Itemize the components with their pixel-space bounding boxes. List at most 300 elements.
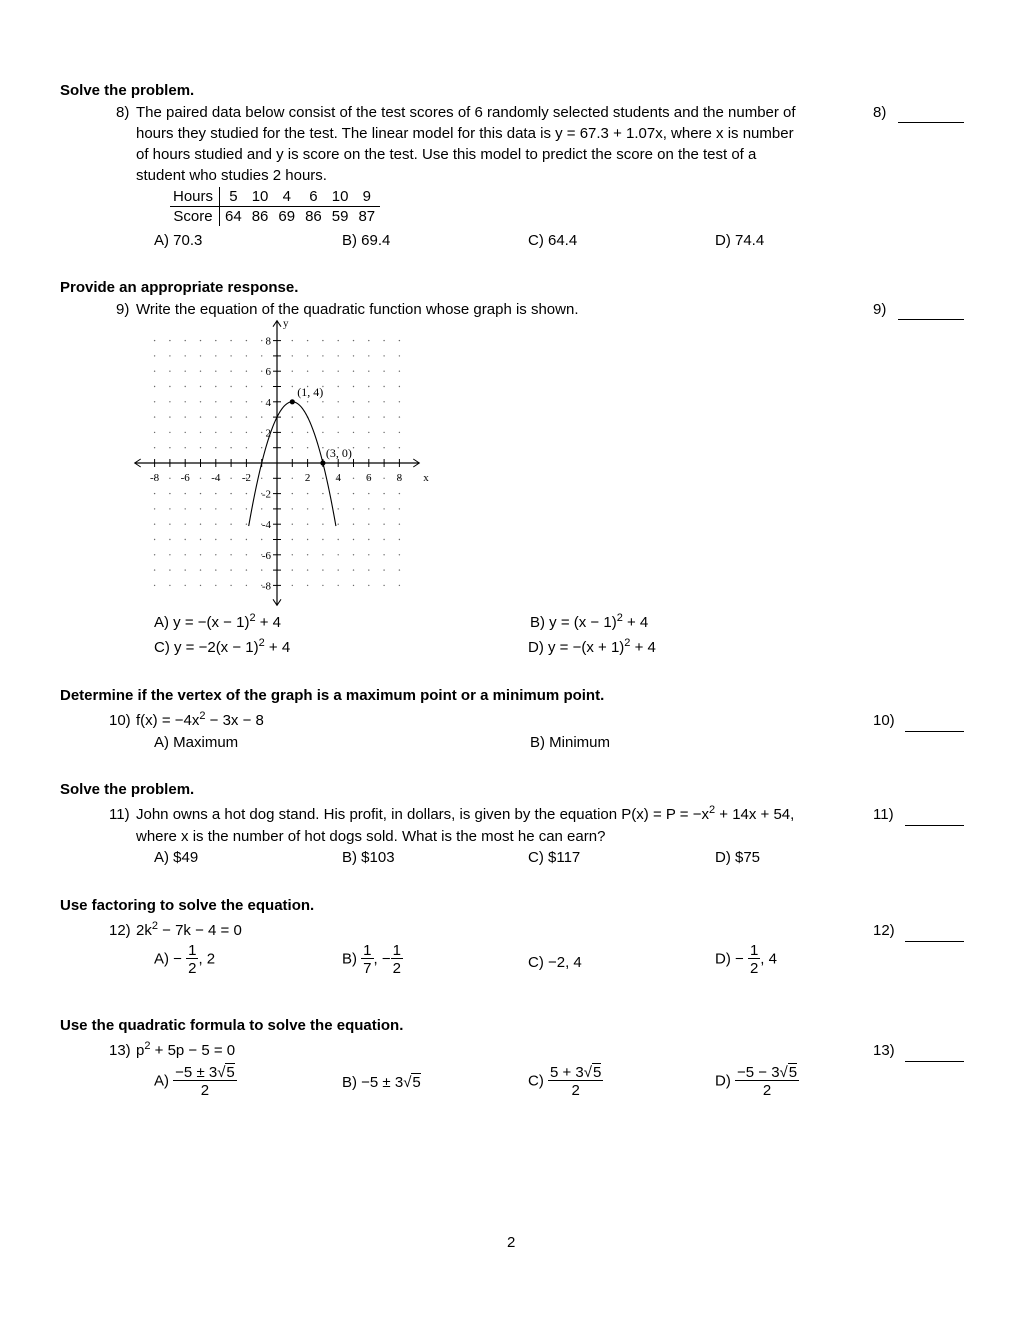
grid-dot: [261, 569, 262, 570]
grid-dot: [200, 386, 201, 387]
grid-dot: [353, 340, 354, 341]
grid-dot: [215, 508, 216, 509]
grid-dot: [169, 539, 170, 540]
choice-b[interactable]: B) $y = (x - 1)^2 + 4$: [530, 612, 649, 631]
grid-dot: [169, 447, 170, 448]
grid-dot: [154, 416, 155, 417]
grid-dot: [399, 340, 400, 341]
root-label: (3, 0): [325, 446, 352, 460]
grid-dot: [307, 554, 308, 555]
grid-dot: [261, 539, 262, 540]
grid-dot: [322, 478, 323, 479]
grid-dot: [154, 447, 155, 448]
grid-dot: [185, 447, 186, 448]
grid-dot: [307, 340, 308, 341]
grid-dot: [154, 371, 155, 372]
parabola-graph: [125, 318, 435, 610]
grid-dot: [383, 478, 384, 479]
grid-dot: [246, 585, 247, 586]
grid-dot: [399, 554, 400, 555]
grid-dot: [292, 340, 293, 341]
grid-dot: [353, 386, 354, 387]
choice-c[interactable]: C) −2, 4: [528, 954, 582, 971]
grid-dot: [368, 401, 369, 402]
grid-dot: [261, 386, 262, 387]
grid-dot: [338, 569, 339, 570]
grid-dot: [399, 493, 400, 494]
grid-dot: [185, 340, 186, 341]
grid-dot: [261, 340, 262, 341]
grid-dot: [322, 539, 323, 540]
grid-dot: [200, 554, 201, 555]
answer-blank[interactable]: [905, 941, 964, 942]
grid-dot: [185, 493, 186, 494]
grid-dot: [230, 508, 231, 509]
y-tick-label: -6: [261, 549, 271, 562]
question-text-line: John owns a hot dog stand. His profit, in dollars, is given by the equation $P(x) = P = -x^2 + 14x + 54$,: [136, 804, 795, 823]
grid-dot: [368, 508, 369, 509]
question-text-line: where x is the number of hot dogs sold. What is the most he can earn?: [136, 828, 606, 845]
grid-dot: [292, 524, 293, 525]
grid-dot: [200, 524, 201, 525]
grid-dot: [215, 416, 216, 417]
grid-dot: [154, 524, 155, 525]
choice-a[interactable]: A) $49: [154, 849, 199, 866]
grid-dot: [230, 371, 231, 372]
grid-dot: [338, 371, 339, 372]
grid-dot: [368, 355, 369, 356]
grid-dot: [185, 539, 186, 540]
grid-dot: [322, 508, 323, 509]
grid-dot: [169, 554, 170, 555]
table-row-label: Hours: [170, 187, 220, 207]
table-cell: 10: [327, 187, 354, 207]
question-equation: $f(x) = -4x^2 - 3x - 8$: [136, 710, 264, 729]
grid-dot: [383, 508, 384, 509]
grid-dot: [185, 569, 186, 570]
grid-dot: [307, 524, 308, 525]
grid-dot: [353, 493, 354, 494]
grid-dot: [261, 401, 262, 402]
grid-dot: [169, 386, 170, 387]
grid-dot: [322, 493, 323, 494]
fraction: $\frac{1}{2}$: [188, 942, 197, 977]
grid-dot: [338, 386, 339, 387]
grid-dot: [368, 493, 369, 494]
data-table: [170, 187, 380, 226]
grid-dot: [307, 569, 308, 570]
grid-dot: [246, 416, 247, 417]
grid-dot: [399, 355, 400, 356]
grid-dot: [215, 447, 216, 448]
grid-dot: [185, 554, 186, 555]
grid-dot: [292, 386, 293, 387]
choice-c[interactable]: C) $y = -2(x - 1)^2 + 4$: [154, 637, 291, 656]
grid-dot: [307, 508, 308, 509]
grid-dot: [353, 371, 354, 372]
grid-dot: [185, 524, 186, 525]
grid-dot: [353, 585, 354, 586]
grid-dot: [169, 340, 170, 341]
grid-dot: [200, 585, 201, 586]
grid-dot: [169, 432, 170, 433]
grid-dot: [215, 401, 216, 402]
grid-dot: [169, 416, 170, 417]
answer-label: 12): [873, 922, 895, 939]
grid-dot: [307, 447, 308, 448]
grid-dot: [230, 585, 231, 586]
grid-dot: [169, 371, 170, 372]
grid-dot: [383, 355, 384, 356]
grid-dot: [353, 355, 354, 356]
grid-dot: [383, 569, 384, 570]
question-text-line: student who studies 2 hours.: [136, 167, 327, 184]
choice-d[interactable]: D) $\frac{-5 - 3√5}{2}$: [715, 1064, 798, 1099]
grid-dot: [338, 539, 339, 540]
choice-d[interactable]: D) − $\frac{1}{2}$ , 4: [715, 942, 777, 977]
answer-blank[interactable]: [905, 1061, 964, 1062]
grid-dot: [399, 539, 400, 540]
grid-dot: [230, 447, 231, 448]
grid-dot: [200, 508, 201, 509]
choice-d[interactable]: D) 74.4: [715, 232, 765, 249]
grid-dot: [292, 508, 293, 509]
choice-b[interactable]: B) $\frac{1}{7}$ , − $\frac{1}{2}$: [342, 942, 401, 977]
question-number: 12): [109, 922, 131, 939]
grid-dot: [215, 569, 216, 570]
fraction: $\frac{5 + 3√5}{2}$: [550, 1064, 602, 1099]
y-tick-label: 6: [265, 366, 271, 379]
grid-dot: [399, 508, 400, 509]
grid-dot: [246, 554, 247, 555]
grid-dot: [353, 569, 354, 570]
grid-dot: [200, 401, 201, 402]
y-tick-label: 2: [265, 427, 271, 440]
choice-d[interactable]: D) $y = -(x + 1)^2 + 4$: [528, 637, 656, 656]
grid-dot: [338, 355, 339, 356]
table-cell: 59: [331, 208, 349, 225]
grid-dot: [383, 524, 384, 525]
grid-dot: [338, 554, 339, 555]
sqrt-symbol: √5: [403, 1074, 421, 1091]
grid-dot: [368, 447, 369, 448]
grid-dot: [154, 554, 155, 555]
x-tick-label: -2: [241, 472, 251, 484]
grid-dot: [292, 569, 293, 570]
grid-dot: [368, 569, 369, 570]
table-cell: 69: [278, 208, 296, 225]
section-heading: Use factoring to solve the equation.: [60, 897, 315, 914]
grid-dot: [200, 371, 201, 372]
grid-dot: [353, 554, 354, 555]
grid-dot: [322, 401, 323, 402]
grid-dot: [322, 569, 323, 570]
grid-dot: [399, 371, 400, 372]
grid-dot: [383, 539, 384, 540]
grid-dot: [368, 340, 369, 341]
section-heading: Solve the problem.: [60, 82, 195, 99]
fraction: $\frac{-5 \pm 3√5}{2}$: [175, 1064, 235, 1099]
grid-dot: [368, 524, 369, 525]
grid-dot: [215, 386, 216, 387]
grid-dot: [322, 340, 323, 341]
grid-dot: [246, 355, 247, 356]
fraction: $\frac{-5 - 3√5}{2}$: [737, 1064, 798, 1099]
grid-dot: [383, 447, 384, 448]
table-cell: 4: [273, 187, 300, 207]
grid-dot: [322, 371, 323, 372]
grid-dot: [185, 386, 186, 387]
grid-dot: [261, 355, 262, 356]
grid-dot: [246, 340, 247, 341]
grid-dot: [322, 355, 323, 356]
grid-dot: [215, 493, 216, 494]
grid-dot: [399, 569, 400, 570]
grid-dot: [154, 493, 155, 494]
grid-dot: [261, 508, 262, 509]
question-equation: $p^2 + 5p - 5 = 0$: [136, 1040, 236, 1059]
choice-a[interactable]: A) $y = -(x - 1)^2 + 4$: [154, 612, 282, 631]
grid-dot: [399, 432, 400, 433]
x-tick-label: 4: [335, 472, 341, 484]
grid-dot: [230, 539, 231, 540]
grid-dot: [215, 539, 216, 540]
grid-dot: [169, 401, 170, 402]
grid-dot: [383, 493, 384, 494]
grid-dot: [230, 569, 231, 570]
grid-dot: [230, 355, 231, 356]
fraction: $\frac{1}{2}$: [392, 942, 401, 977]
grid-dot: [292, 539, 293, 540]
choice-a[interactable]: A) − $\frac{1}{2}$ , 2: [154, 942, 216, 977]
grid-dot: [185, 371, 186, 372]
grid-dot: [261, 432, 262, 433]
grid-dot: [246, 386, 247, 387]
grid-dot: [322, 554, 323, 555]
grid-dot: [200, 493, 201, 494]
choice-b[interactable]: B) −5 ± 3√5: [342, 1074, 421, 1091]
grid-dot: [307, 432, 308, 433]
y-axis-label: y: [283, 318, 289, 330]
grid-dot: [292, 371, 293, 372]
grid-dot: [154, 569, 155, 570]
grid-dot: [383, 554, 384, 555]
y-tick-label: -8: [261, 580, 271, 593]
answer-label: 13): [873, 1042, 895, 1059]
grid-dot: [292, 554, 293, 555]
grid-dot: [338, 493, 339, 494]
grid-dot: [353, 401, 354, 402]
grid-dot: [230, 554, 231, 555]
grid-dot: [185, 585, 186, 586]
question-text-line: hours they studied for the test. The linear model for this data is y = 67.3 + 1.07x, where x is number: [136, 125, 794, 142]
grid-dot: [215, 554, 216, 555]
grid-dot: [307, 539, 308, 540]
section-heading: Use the quadratic formula to solve the equation.: [60, 1017, 404, 1034]
grid-dot: [307, 355, 308, 356]
grid-dot: [230, 416, 231, 417]
grid-dot: [200, 478, 201, 479]
grid-dot: [338, 585, 339, 586]
answer-label: 10): [873, 712, 895, 729]
grid-dot: [338, 508, 339, 509]
y-tick-label: -4: [261, 519, 271, 532]
grid-dot: [200, 355, 201, 356]
x-tick-label: 6: [366, 472, 372, 484]
choice-b[interactable]: B) $103: [342, 849, 395, 866]
grid-dot: [154, 401, 155, 402]
grid-dot: [246, 569, 247, 570]
grid-dot: [169, 569, 170, 570]
grid-dot: [200, 569, 201, 570]
grid-dot: [353, 447, 354, 448]
grid-dot: [246, 524, 247, 525]
grid-dot: [154, 386, 155, 387]
x-axis-label: x: [423, 472, 429, 484]
choice-d[interactable]: D) $75: [715, 849, 761, 866]
grid-dot: [292, 416, 293, 417]
grid-dot: [261, 416, 262, 417]
grid-dot: [154, 508, 155, 509]
grid-dot: [338, 340, 339, 341]
question-number: 13): [109, 1042, 131, 1059]
grid-dot: [230, 432, 231, 433]
answer-label: 8): [873, 104, 887, 121]
question-text-line: The paired data below consist of the test scores of 6 randomly selected students and the number of: [136, 104, 796, 121]
choice-c[interactable]: C) $\frac{5 + 3√5}{2}$: [528, 1064, 602, 1099]
grid-dot: [261, 447, 262, 448]
choice-a[interactable]: A) Maximum: [154, 734, 239, 751]
grid-dot: [200, 340, 201, 341]
grid-dot: [215, 432, 216, 433]
grid-dot: [353, 539, 354, 540]
x-tick-label: 2: [304, 472, 311, 484]
grid-dot: [399, 386, 400, 387]
grid-dot: [322, 416, 323, 417]
grid-dot: [169, 493, 170, 494]
grid-dot: [154, 432, 155, 433]
table-cell: 5: [220, 187, 247, 207]
grid-dot: [169, 508, 170, 509]
sqrt-symbol: √5: [583, 1064, 602, 1081]
grid-dot: [230, 401, 231, 402]
grid-dot: [322, 524, 323, 525]
fraction: $\frac{1}{2}$: [749, 942, 759, 977]
axes: [135, 321, 420, 606]
grid-dot: [322, 585, 323, 586]
answer-blank[interactable]: [905, 825, 964, 826]
grid-dot: [185, 432, 186, 433]
choice-a[interactable]: A) 70.3: [154, 232, 203, 249]
grid-dot: [215, 371, 216, 372]
sqrt-symbol: √5: [779, 1064, 798, 1081]
choice-c[interactable]: C) 64.4: [528, 232, 578, 249]
question-number: 9): [116, 301, 130, 318]
grid-dot: [338, 416, 339, 417]
grid-dot: [383, 432, 384, 433]
grid-dot: [368, 585, 369, 586]
choice-c[interactable]: C) $117: [528, 849, 581, 866]
table-cell: 87: [358, 208, 376, 225]
grid-dot: [246, 539, 247, 540]
grid-dot: [292, 478, 293, 479]
grid-dot: [246, 401, 247, 402]
grid-dot: [154, 539, 155, 540]
grid-dot: [292, 585, 293, 586]
grid-dot: [261, 371, 262, 372]
grid-dot: [215, 340, 216, 341]
grid-dot: [246, 447, 247, 448]
grid-dot: [353, 524, 354, 525]
grid-dot: [322, 432, 323, 433]
x-tick-label: -4: [211, 472, 221, 484]
grid-dot: [368, 416, 369, 417]
question-text-line: of hours studied and y is score on the test. Use this model to predict the score on the test of a: [136, 146, 757, 163]
page-number: 2: [507, 1234, 516, 1251]
grid-dot: [261, 478, 262, 479]
question-number: 11): [109, 806, 130, 823]
answer-blank[interactable]: [905, 731, 964, 732]
grid-dot: [185, 416, 186, 417]
x-tick-label: -6: [180, 472, 190, 484]
section-heading: Provide an appropriate response.: [60, 279, 299, 296]
y-tick-label: -2: [261, 488, 271, 501]
question-number: 8): [116, 104, 130, 121]
grid-dot: [292, 355, 293, 356]
grid-dot: [368, 371, 369, 372]
grid-dot: [307, 493, 308, 494]
grid-dot: [230, 524, 231, 525]
grid-dot: [368, 554, 369, 555]
grid-dot: [307, 585, 308, 586]
grid-dot: [246, 493, 247, 494]
grid-dot: [215, 585, 216, 586]
grid-dot: [383, 401, 384, 402]
grid-dot: [399, 401, 400, 402]
grid-dot: [383, 386, 384, 387]
grid-dot: [200, 539, 201, 540]
answer-blank[interactable]: [898, 122, 964, 123]
y-tick-label: 8: [265, 335, 271, 348]
grid-dot: [368, 386, 369, 387]
fraction: $\frac{1}{7}$: [363, 942, 372, 977]
choice-b[interactable]: B) Minimum: [530, 734, 611, 751]
choice-b[interactable]: B) 69.4: [342, 232, 391, 249]
grid-dot: [154, 355, 155, 356]
grid-dot: [215, 355, 216, 356]
grid-dot: [399, 447, 400, 448]
grid-dot: [154, 585, 155, 586]
grid-dot: [185, 508, 186, 509]
grid-dot: [399, 585, 400, 586]
grid-dot: [292, 493, 293, 494]
grid-dot: [338, 524, 339, 525]
choice-a[interactable]: A) $\frac{-5 \pm 3√5}{2}$: [154, 1064, 235, 1099]
grid-dot: [169, 478, 170, 479]
grid-dot: [383, 585, 384, 586]
x-tick-label: 8: [396, 472, 403, 484]
grid-dot: [185, 401, 186, 402]
grid-dot: [246, 371, 247, 372]
grid-dot: [353, 508, 354, 509]
answer-label: 11): [873, 806, 894, 823]
vertex-label: (1, 4): [297, 384, 324, 399]
grid-dot: [200, 432, 201, 433]
answer-blank[interactable]: [898, 319, 964, 320]
table-cell: 6: [300, 187, 327, 207]
grid-dot: [169, 585, 170, 586]
grid-dot: [169, 524, 170, 525]
